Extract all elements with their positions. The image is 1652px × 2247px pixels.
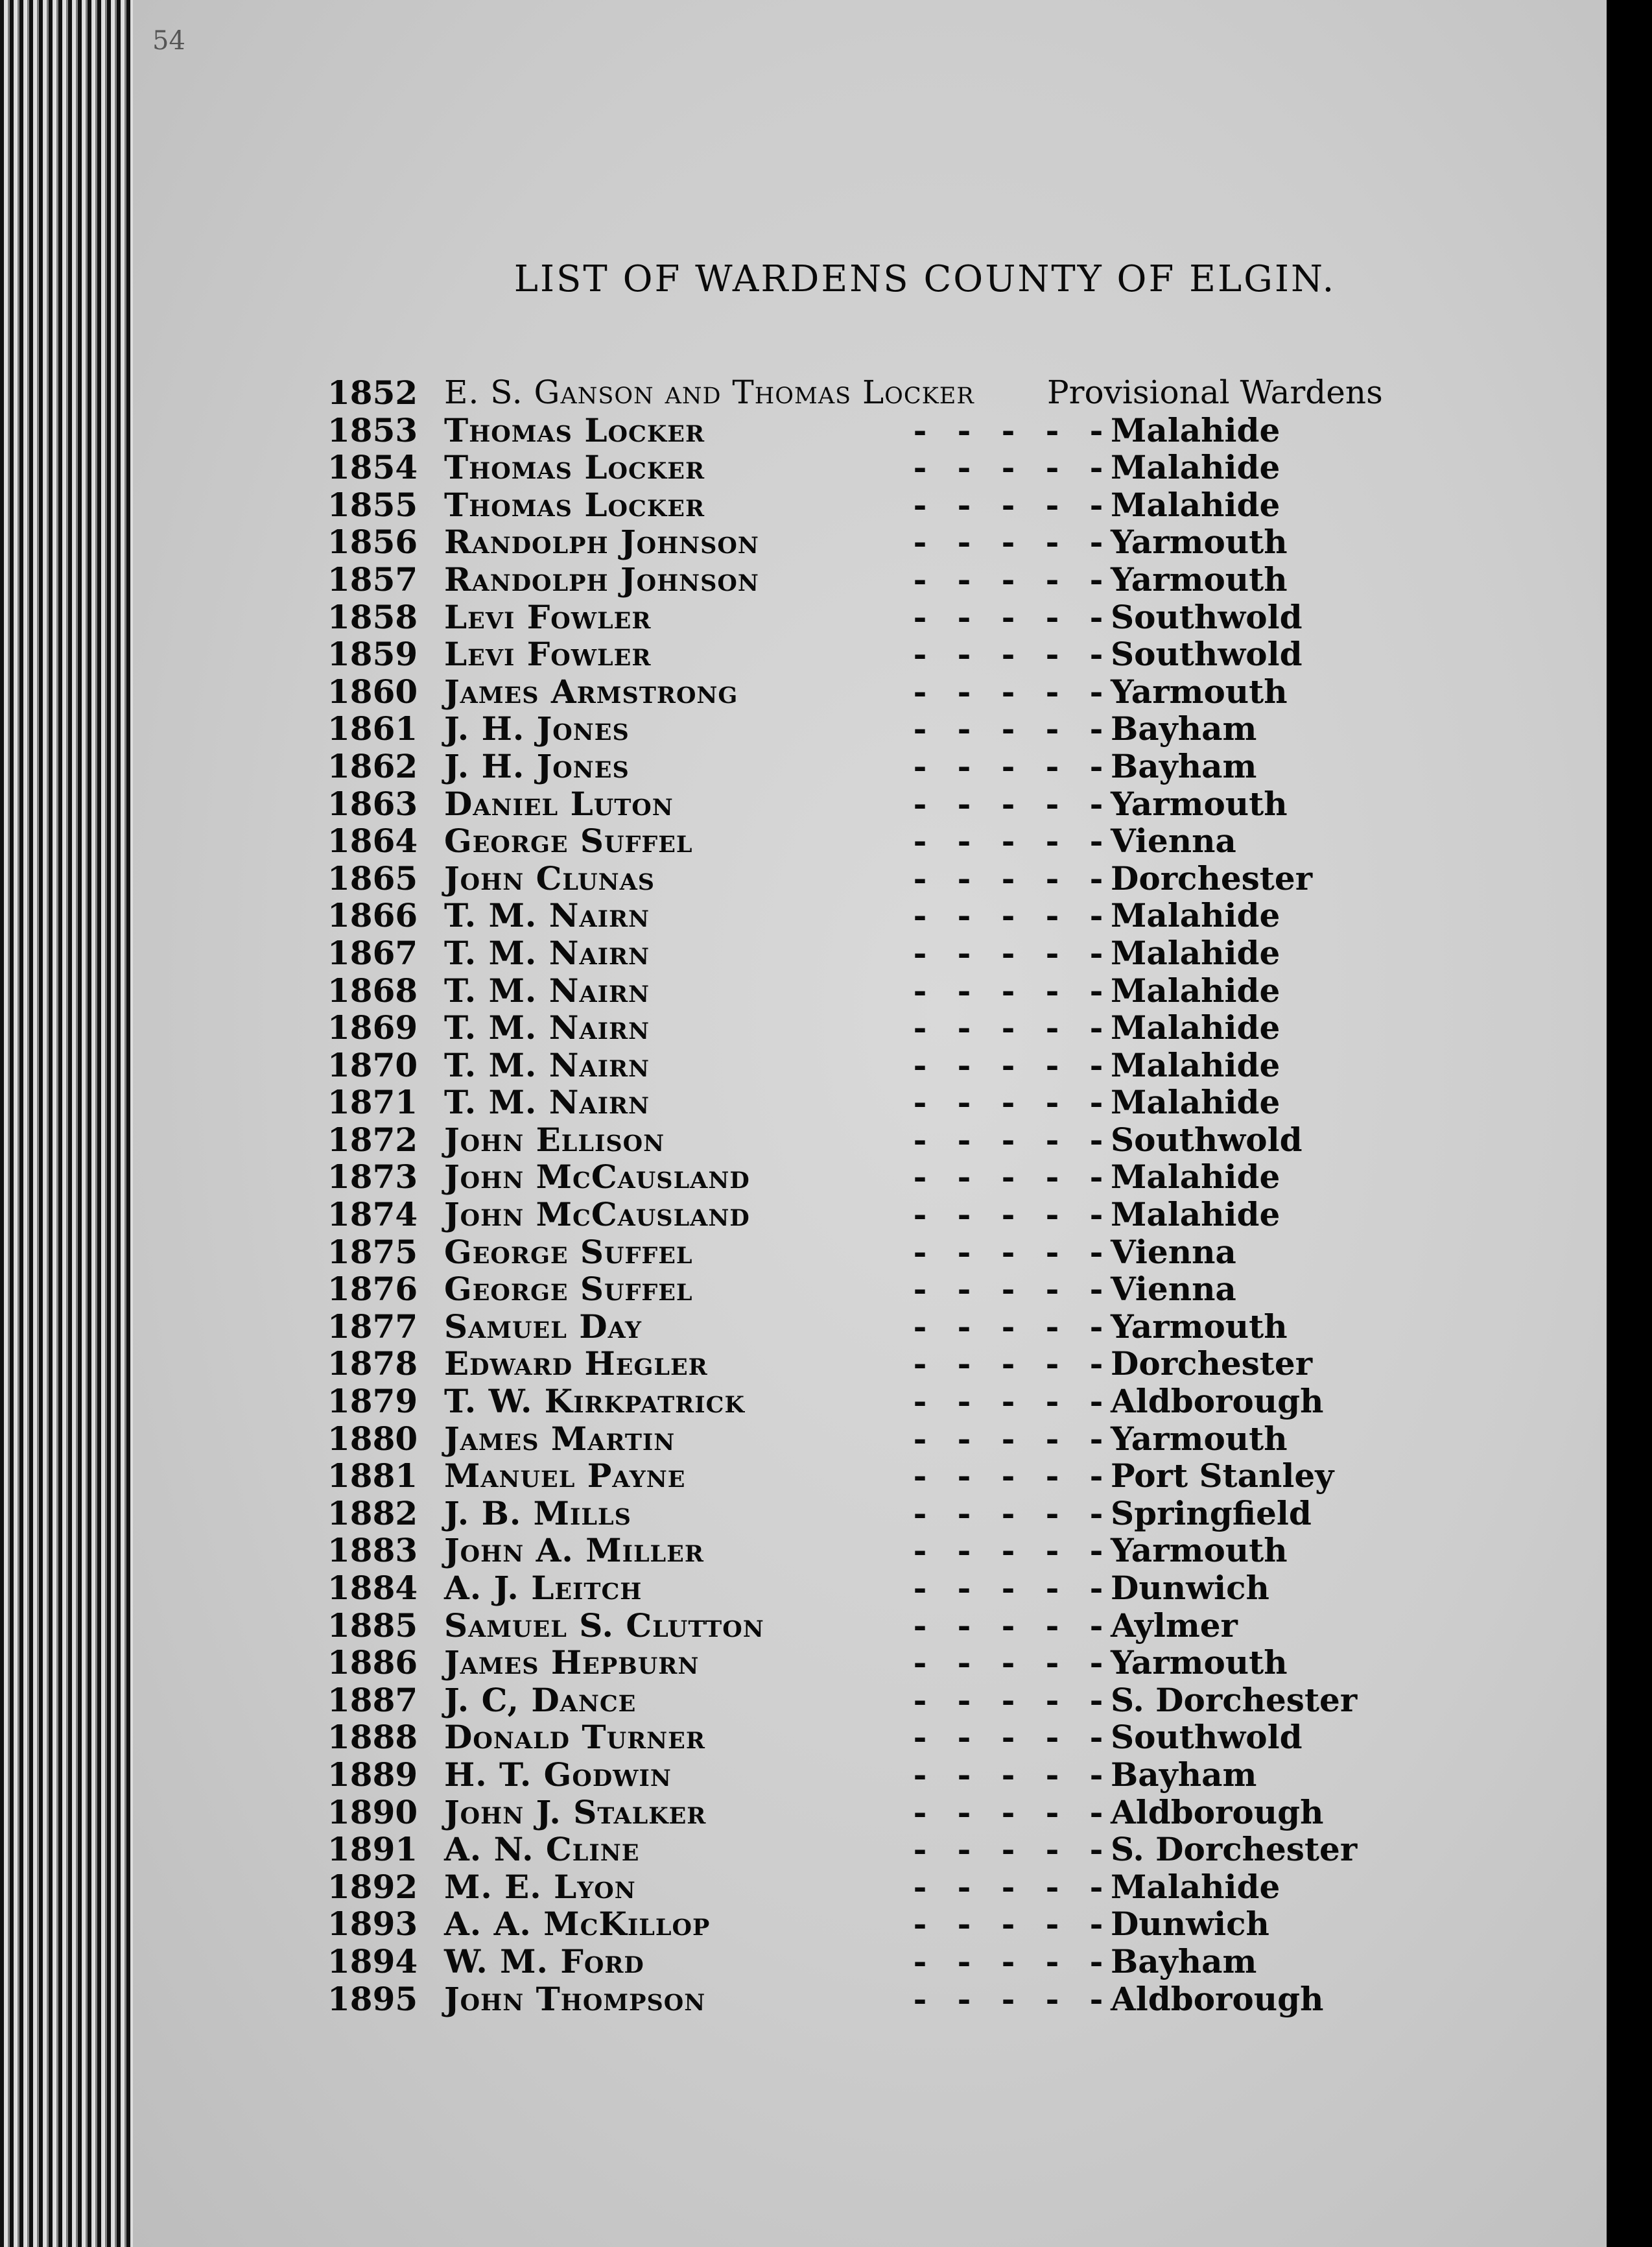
leader-dashes: - - - - - (913, 1045, 1103, 1084)
list-item (327, 1718, 1520, 1756)
page-number: 54 (152, 26, 185, 56)
warden-township: Provisional Wardens (1047, 374, 1383, 411)
warden-year: 1888 (327, 1718, 418, 1757)
warden-township: Malahide (1111, 448, 1280, 487)
warden-township: Southwold (1111, 1120, 1303, 1159)
list-item (327, 673, 1520, 711)
warden-township: Aldborough (1111, 1792, 1324, 1831)
leader-dashes: - - - - - (913, 410, 1103, 449)
leader-dashes: - - - - - (913, 1120, 1103, 1159)
list-item (327, 1233, 1520, 1271)
warden-year: 1864 (327, 822, 418, 861)
leader-dashes: - - - - - (913, 1643, 1103, 1682)
warden-township: Springfield (1111, 1493, 1312, 1532)
list-item (327, 1943, 1520, 1980)
warden-name: Donald Turner (444, 1718, 705, 1757)
warden-year: 1872 (327, 1120, 418, 1159)
list-item (327, 1607, 1520, 1645)
warden-name: A. J. Leitch (444, 1569, 643, 1607)
warden-name: Edward Hegler (444, 1344, 708, 1383)
leader-dashes: - - - - - (913, 1307, 1103, 1346)
leader-dashes: - - - - - (913, 448, 1103, 487)
warden-year: 1860 (327, 672, 418, 711)
warden-township: Aldborough (1111, 1979, 1324, 2018)
warden-township: Aldborough (1111, 1382, 1324, 1421)
warden-name: H. T. Godwin (444, 1755, 672, 1794)
warden-year: 1868 (327, 971, 418, 1010)
warden-name: J. C, Dance (444, 1680, 637, 1719)
leader-dashes: - - - - - (913, 1493, 1103, 1532)
leader-dashes: - - - - - (913, 784, 1103, 823)
warden-township: Southwold (1111, 1718, 1303, 1757)
warden-township: Port Stanley (1111, 1456, 1334, 1495)
warden-township: Bayham (1111, 746, 1257, 785)
warden-township: Dorchester (1111, 859, 1313, 898)
warden-name: John McCausland (444, 1158, 750, 1196)
list-item (327, 1644, 1520, 1682)
list-item (327, 1682, 1520, 1719)
leader-dashes: - - - - - (913, 1680, 1103, 1719)
warden-township: Yarmouth (1111, 672, 1288, 711)
warden-name: John McCausland (444, 1195, 750, 1234)
leader-dashes: - - - - - (913, 523, 1103, 562)
leader-dashes: - - - - - (913, 822, 1103, 861)
warden-year: 1886 (327, 1643, 418, 1682)
warden-name: T. M. Nairn (444, 1045, 650, 1084)
leader-dashes: - - - - - (913, 971, 1103, 1010)
list-item (327, 1270, 1520, 1308)
list-item (327, 599, 1520, 636)
list-item (327, 1569, 1520, 1607)
warden-year: 1893 (327, 1905, 418, 1944)
warden-year: 1875 (327, 1232, 418, 1271)
list-item (327, 1009, 1520, 1047)
warden-name: George Suffel (444, 1270, 693, 1309)
warden-township: Vienna (1111, 822, 1236, 861)
warden-township: Malahide (1111, 971, 1280, 1010)
warden-name: Thomas Locker (444, 485, 705, 524)
list-item (327, 1084, 1520, 1121)
warden-township: Yarmouth (1111, 1531, 1288, 1570)
leader-dashes: - - - - - (913, 1008, 1103, 1047)
list-item (327, 1308, 1520, 1346)
warden-name: Samuel S. Clutton (444, 1606, 764, 1645)
warden-township: Bayham (1111, 1755, 1257, 1794)
leader-dashes: - - - - - (913, 635, 1103, 674)
warden-township: Malahide (1111, 1195, 1280, 1234)
list-item (327, 748, 1520, 785)
warden-township: Yarmouth (1111, 1419, 1288, 1458)
leader-dashes: - - - - - (913, 1905, 1103, 1944)
list-item (327, 1158, 1520, 1196)
warden-name: John J. Stalker (444, 1792, 707, 1831)
leader-dashes: - - - - - (913, 485, 1103, 524)
warden-year: 1883 (327, 1531, 418, 1570)
list-item (327, 1756, 1520, 1794)
list-item (327, 1532, 1520, 1569)
list-item (327, 1457, 1520, 1495)
warden-township: Yarmouth (1111, 1307, 1288, 1346)
leader-dashes: - - - - - (913, 933, 1103, 972)
list-item (327, 822, 1520, 860)
warden-township: S. Dorchester (1111, 1830, 1358, 1869)
list-item (327, 860, 1520, 898)
leader-dashes: - - - - - (913, 1979, 1103, 2018)
warden-name: T. W. Kirkpatrick (444, 1382, 745, 1421)
list-item (327, 561, 1520, 599)
list-item (327, 897, 1520, 934)
warden-name: T. M. Nairn (444, 971, 650, 1010)
leader-dashes: - - - - - (913, 1083, 1103, 1122)
leader-dashes: - - - - - (913, 1867, 1103, 1906)
warden-name: James Martin (444, 1419, 676, 1458)
list-item (327, 785, 1520, 823)
warden-township: Yarmouth (1111, 1643, 1288, 1682)
warden-name: T. M. Nairn (444, 1008, 650, 1047)
leader-dashes: - - - - - (913, 1419, 1103, 1458)
warden-year: 1852 (327, 374, 418, 412)
warden-name: A. N. Cline (444, 1830, 640, 1869)
warden-name: Samuel Day (444, 1307, 642, 1346)
warden-township: Dunwich (1111, 1905, 1269, 1944)
warden-name: Manuel Payne (444, 1456, 686, 1495)
page-title: LIST OF WARDENS COUNTY OF ELGIN. (513, 258, 1336, 300)
list-item (327, 1868, 1520, 1906)
warden-year: 1887 (327, 1680, 418, 1719)
warden-year: 1854 (327, 448, 418, 487)
leader-dashes: - - - - - (913, 1569, 1103, 1607)
wardens-list (327, 374, 1520, 2017)
warden-year: 1891 (327, 1830, 418, 1869)
warden-year: 1879 (327, 1382, 418, 1421)
leader-dashes: - - - - - (913, 1344, 1103, 1383)
list-item (327, 1831, 1520, 1868)
leader-dashes: - - - - - (913, 1232, 1103, 1271)
list-item (327, 1047, 1520, 1084)
scan-border (1603, 0, 1652, 2247)
warden-township: Southwold (1111, 635, 1303, 674)
warden-name: J. B. Mills (444, 1493, 631, 1532)
warden-name: E. S. Ganson and Thomas Locker (444, 374, 974, 411)
warden-township: Malahide (1111, 1008, 1280, 1047)
warden-name: M. E. Lyon (444, 1867, 636, 1906)
warden-township: Vienna (1111, 1232, 1236, 1271)
list-item (327, 1495, 1520, 1532)
warden-township: Dunwich (1111, 1569, 1269, 1607)
warden-name: T. M. Nairn (444, 1083, 650, 1122)
warden-name: J. H. Jones (444, 709, 630, 748)
warden-year: 1878 (327, 1344, 418, 1383)
list-item (327, 934, 1520, 972)
list-item (327, 1196, 1520, 1233)
warden-year: 1877 (327, 1307, 418, 1346)
leader-dashes: - - - - - (913, 597, 1103, 636)
warden-name: Levi Fowler (444, 597, 652, 636)
warden-year: 1866 (327, 896, 418, 935)
warden-name: George Suffel (444, 1232, 693, 1271)
book-page-edges (0, 0, 133, 2247)
warden-name: Levi Fowler (444, 635, 652, 674)
warden-year: 1859 (327, 635, 418, 674)
warden-township: Malahide (1111, 896, 1280, 935)
warden-year: 1865 (327, 859, 418, 898)
leader-dashes: - - - - - (913, 1195, 1103, 1234)
list-item (327, 1420, 1520, 1458)
warden-township: Malahide (1111, 1045, 1280, 1084)
list-item (327, 710, 1520, 748)
warden-name: John A. Miller (444, 1531, 704, 1570)
leader-dashes: - - - - - (913, 672, 1103, 711)
warden-township: Malahide (1111, 410, 1280, 449)
warden-year: 1858 (327, 597, 418, 636)
warden-name: Thomas Locker (444, 410, 705, 449)
warden-year: 1873 (327, 1158, 418, 1196)
leader-dashes: - - - - - (913, 746, 1103, 785)
warden-township: Malahide (1111, 485, 1280, 524)
leader-dashes: - - - - - (913, 709, 1103, 748)
warden-year: 1881 (327, 1456, 418, 1495)
warden-township: S. Dorchester (1111, 1680, 1358, 1719)
list-item (327, 412, 1520, 449)
warden-township: Yarmouth (1111, 784, 1288, 823)
warden-name: T. M. Nairn (444, 896, 650, 935)
warden-year: 1869 (327, 1008, 418, 1047)
warden-name: John Clunas (444, 859, 655, 898)
warden-year: 1862 (327, 746, 418, 785)
warden-year: 1885 (327, 1606, 418, 1645)
leader-dashes: - - - - - (913, 1718, 1103, 1757)
warden-township: Bayham (1111, 709, 1257, 748)
list-item (327, 374, 1520, 412)
warden-year: 1870 (327, 1045, 418, 1084)
warden-year: 1890 (327, 1792, 418, 1831)
warden-year: 1861 (327, 709, 418, 748)
leader-dashes: - - - - - (913, 896, 1103, 935)
leader-dashes: - - - - - (913, 1830, 1103, 1869)
leader-dashes: - - - - - (913, 560, 1103, 599)
list-item (327, 523, 1520, 561)
warden-year: 1884 (327, 1569, 418, 1607)
warden-year: 1871 (327, 1083, 418, 1122)
list-item (327, 1345, 1520, 1383)
warden-township: Aylmer (1111, 1606, 1238, 1645)
leader-dashes: - - - - - (913, 1531, 1103, 1570)
leader-dashes: - - - - - (913, 1792, 1103, 1831)
warden-name: Thomas Locker (444, 448, 705, 487)
warden-township: Malahide (1111, 1158, 1280, 1196)
warden-year: 1882 (327, 1493, 418, 1532)
warden-name: T. M. Nairn (444, 933, 650, 972)
leader-dashes: - - - - - (913, 1606, 1103, 1645)
warden-name: J. H. Jones (444, 746, 630, 785)
warden-name: James Armstrong (444, 672, 738, 711)
warden-township: Yarmouth (1111, 523, 1288, 562)
list-item (327, 1383, 1520, 1420)
warden-name: W. M. Ford (444, 1942, 644, 1980)
warden-year: 1856 (327, 523, 418, 562)
warden-year: 1876 (327, 1270, 418, 1309)
warden-year: 1892 (327, 1867, 418, 1906)
warden-township: Vienna (1111, 1270, 1236, 1309)
warden-township: Dorchester (1111, 1344, 1313, 1383)
warden-year: 1867 (327, 933, 418, 972)
warden-year: 1874 (327, 1195, 418, 1234)
list-item (327, 1980, 1520, 2018)
list-item (327, 486, 1520, 524)
leader-dashes: - - - - - (913, 1270, 1103, 1309)
leader-dashes: - - - - - (913, 1158, 1103, 1196)
warden-name: James Hepburn (444, 1643, 700, 1682)
warden-township: Malahide (1111, 1083, 1280, 1122)
leader-dashes: - - - - - (913, 1942, 1103, 1980)
list-item (327, 1794, 1520, 1831)
leader-dashes: - - - - - (913, 1382, 1103, 1421)
warden-year: 1894 (327, 1942, 418, 1980)
warden-name: Randolph Johnson (444, 523, 759, 562)
list-item (327, 1905, 1520, 1943)
warden-year: 1855 (327, 485, 418, 524)
warden-township: Malahide (1111, 933, 1280, 972)
leader-dashes: - - - - - (913, 1755, 1103, 1794)
warden-year: 1853 (327, 410, 418, 449)
warden-year: 1895 (327, 1979, 418, 2018)
warden-name: George Suffel (444, 822, 693, 861)
warden-name: Randolph Johnson (444, 560, 759, 599)
warden-name: John Thompson (444, 1979, 706, 2018)
document-page (133, 0, 1607, 2247)
warden-township: Southwold (1111, 597, 1303, 636)
warden-township: Yarmouth (1111, 560, 1288, 599)
warden-name: A. A. McKillop (444, 1905, 711, 1944)
warden-year: 1880 (327, 1419, 418, 1458)
warden-year: 1857 (327, 560, 418, 599)
warden-township: Bayham (1111, 1942, 1257, 1980)
warden-name: John Ellison (444, 1120, 665, 1159)
warden-name: Daniel Luton (444, 784, 674, 823)
leader-dashes: - - - - - (913, 1456, 1103, 1495)
warden-year: 1863 (327, 784, 418, 823)
list-item (327, 1121, 1520, 1159)
list-item (327, 449, 1520, 486)
leader-dashes: - - - - - (913, 859, 1103, 898)
list-item (327, 636, 1520, 673)
warden-year: 1889 (327, 1755, 418, 1794)
list-item (327, 972, 1520, 1010)
warden-township: Malahide (1111, 1867, 1280, 1906)
